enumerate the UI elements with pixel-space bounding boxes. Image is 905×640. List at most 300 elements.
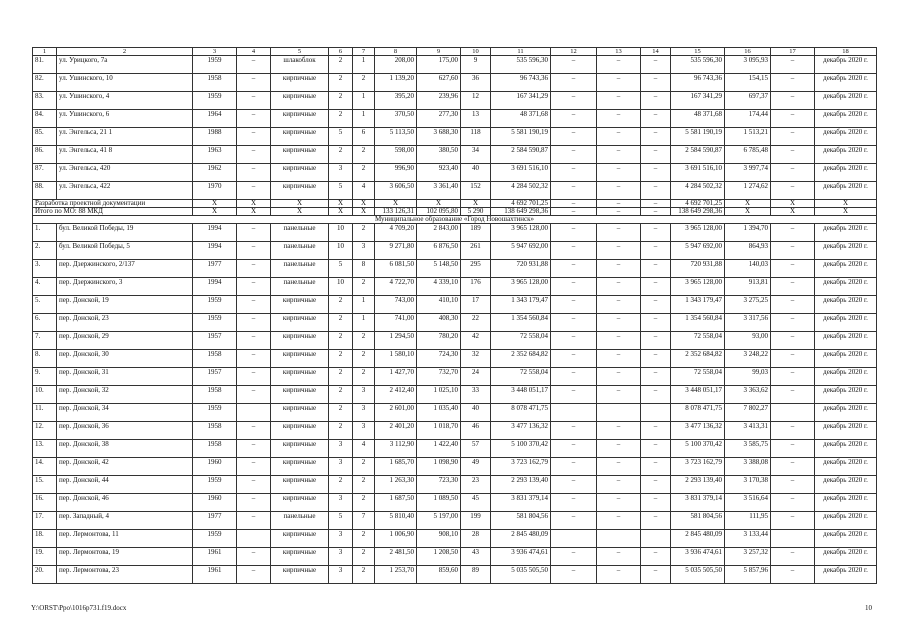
table-cell: – bbox=[597, 74, 641, 92]
table-cell: – bbox=[237, 260, 271, 278]
column-number-cell: 10 bbox=[461, 48, 491, 56]
table-cell: кирпичные bbox=[271, 332, 329, 350]
table-cell: 908,10 bbox=[417, 530, 461, 548]
table-cell: 4 709,20 bbox=[375, 224, 417, 242]
table-row bbox=[33, 440, 877, 458]
table-cell: декабрь 2020 г. bbox=[815, 314, 877, 332]
table-cell: 1994 bbox=[193, 224, 237, 242]
table-cell: – bbox=[551, 368, 597, 386]
table-cell: – bbox=[641, 368, 671, 386]
table-row bbox=[33, 512, 877, 530]
table-cell: кирпичные bbox=[271, 350, 329, 368]
table-cell: 239,96 bbox=[417, 92, 461, 110]
table-cell: декабрь 2020 г. bbox=[815, 494, 877, 512]
table-cell: 3 965 128,00 bbox=[491, 224, 551, 242]
table-cell: 72 558,04 bbox=[671, 332, 725, 350]
table-cell: 3 bbox=[353, 422, 375, 440]
table-cell: – bbox=[641, 548, 671, 566]
total-cost: 138 649 298,36 bbox=[491, 208, 551, 216]
table-cell: – bbox=[771, 422, 815, 440]
table-cell: – bbox=[641, 146, 671, 164]
table-cell: декабрь 2020 г. bbox=[815, 512, 877, 530]
table-cell: 2 bbox=[329, 350, 353, 368]
table-cell: 72 558,04 bbox=[671, 368, 725, 386]
table-cell: – bbox=[597, 92, 641, 110]
table-cell: – bbox=[551, 332, 597, 350]
table-cell: 1960 bbox=[193, 494, 237, 512]
table-cell: – bbox=[771, 512, 815, 530]
table-cell: 5 bbox=[329, 182, 353, 200]
table-cell: 2 bbox=[353, 530, 375, 548]
table-cell: 2 845 480,09 bbox=[491, 530, 551, 548]
table-cell: – bbox=[597, 368, 641, 386]
table-cell: 864,93 bbox=[725, 242, 771, 260]
table-cell: – bbox=[237, 128, 271, 146]
table-cell: декабрь 2020 г. bbox=[815, 368, 877, 386]
table-row bbox=[33, 92, 877, 110]
table-cell: – bbox=[641, 332, 671, 350]
table-cell: 859,60 bbox=[417, 566, 461, 584]
table-cell: 1994 bbox=[193, 278, 237, 296]
column-number-cell: 18 bbox=[815, 48, 877, 56]
table-cell: 2 401,20 bbox=[375, 422, 417, 440]
table-cell: – bbox=[237, 110, 271, 128]
table-cell: 1 bbox=[353, 56, 375, 74]
table-cell: кирпичные bbox=[271, 128, 329, 146]
table-cell: 13. bbox=[33, 440, 57, 458]
table-cell: – bbox=[641, 56, 671, 74]
table-cell: кирпичные bbox=[271, 476, 329, 494]
table-cell: 4 bbox=[353, 182, 375, 200]
footer-file-path: Y:\ORST\Ppo\1016p731.f19.docx bbox=[31, 604, 127, 612]
table-cell: 40 bbox=[461, 164, 491, 182]
table-cell: 581 804,56 bbox=[671, 512, 725, 530]
x-mark: X bbox=[193, 208, 237, 216]
table-cell: 3 bbox=[329, 440, 353, 458]
table-cell: 5 035 505,50 bbox=[671, 566, 725, 584]
table-row bbox=[33, 182, 877, 200]
table-cell: 1 025,10 bbox=[417, 386, 461, 404]
table-cell: кирпичные bbox=[271, 404, 329, 422]
table-cell: 9 bbox=[461, 56, 491, 74]
table-cell: – bbox=[641, 440, 671, 458]
table-cell: кирпичные bbox=[271, 458, 329, 476]
table-cell: 1957 bbox=[193, 368, 237, 386]
table-cell: 3 965 128,00 bbox=[671, 224, 725, 242]
table-cell: 3 448 051,17 bbox=[671, 386, 725, 404]
table-cell: 2 bbox=[329, 296, 353, 314]
table-cell: 12. bbox=[33, 422, 57, 440]
table-row bbox=[33, 476, 877, 494]
table-cell: 72 558,04 bbox=[491, 368, 551, 386]
x-mark: X bbox=[237, 208, 271, 216]
table-cell: – bbox=[641, 224, 671, 242]
table-cell: – bbox=[771, 110, 815, 128]
table-cell: 5 bbox=[329, 128, 353, 146]
table-cell: 1 bbox=[353, 296, 375, 314]
table-cell: 4 284 502,32 bbox=[671, 182, 725, 200]
column-number-cell: 17 bbox=[771, 48, 815, 56]
table-cell: 8. bbox=[33, 350, 57, 368]
column-number-cell: 9 bbox=[417, 48, 461, 56]
table-cell: 140,03 bbox=[725, 260, 771, 278]
x-mark: X bbox=[271, 208, 329, 216]
table-cell: 295 bbox=[461, 260, 491, 278]
table-cell: 1959 bbox=[193, 530, 237, 548]
table-cell: 111,95 bbox=[725, 512, 771, 530]
design-docs-label: Разработка проектной документации bbox=[33, 200, 193, 208]
table-cell bbox=[597, 404, 641, 422]
table-cell: 152 bbox=[461, 182, 491, 200]
table-cell: – bbox=[237, 548, 271, 566]
table-cell: – bbox=[551, 350, 597, 368]
x-mark: X bbox=[329, 208, 353, 216]
table-cell: 19. bbox=[33, 548, 57, 566]
table-cell: 14. bbox=[33, 458, 57, 476]
table-cell: – bbox=[237, 368, 271, 386]
table-cell: – bbox=[597, 566, 641, 584]
table-row bbox=[33, 242, 877, 260]
table-cell: декабрь 2020 г. bbox=[815, 224, 877, 242]
table-cell: 72 558,04 bbox=[491, 332, 551, 350]
table-cell bbox=[641, 404, 671, 422]
table-cell: декабрь 2020 г. bbox=[815, 422, 877, 440]
table-cell: – bbox=[641, 110, 671, 128]
table-cell: 3 997,74 bbox=[725, 164, 771, 182]
table-cell: – bbox=[641, 494, 671, 512]
table-cell: панельные bbox=[271, 224, 329, 242]
table-cell: – bbox=[237, 350, 271, 368]
column-number-cell: 3 bbox=[193, 48, 237, 56]
table-cell: 3 133,44 bbox=[725, 530, 771, 548]
table-cell: декабрь 2020 г. bbox=[815, 92, 877, 110]
table-cell: – bbox=[771, 350, 815, 368]
x-mark: X bbox=[353, 200, 375, 208]
table-cell: – bbox=[597, 56, 641, 74]
table-cell: шлакоблок bbox=[271, 56, 329, 74]
table-cell: 581 804,56 bbox=[491, 512, 551, 530]
table-cell: декабрь 2020 г. bbox=[815, 74, 877, 92]
table-cell: 3 bbox=[329, 494, 353, 512]
table-cell: 4 339,10 bbox=[417, 278, 461, 296]
table-cell: 1988 bbox=[193, 128, 237, 146]
table-cell: декабрь 2020 г. bbox=[815, 164, 877, 182]
table-cell: – bbox=[597, 458, 641, 476]
table-cell: декабрь 2020 г. bbox=[815, 332, 877, 350]
table-cell: – bbox=[771, 368, 815, 386]
table-cell: 1 274,62 bbox=[725, 182, 771, 200]
table-cell: 2 bbox=[329, 476, 353, 494]
table-row bbox=[33, 164, 877, 182]
table-cell: 5 148,50 bbox=[417, 260, 461, 278]
table-cell: 3 965 128,00 bbox=[671, 278, 725, 296]
x-mark: X bbox=[237, 200, 271, 208]
table-cell: 1994 bbox=[193, 242, 237, 260]
table-cell: кирпичные bbox=[271, 314, 329, 332]
table-cell: пер. Донской, 46 bbox=[57, 494, 193, 512]
table-cell: 3 831 379,14 bbox=[491, 494, 551, 512]
table-cell: – bbox=[597, 440, 641, 458]
table-cell: декабрь 2020 г. bbox=[815, 242, 877, 260]
table-cell: 7. bbox=[33, 332, 57, 350]
table-cell: 3 257,32 bbox=[725, 548, 771, 566]
table-cell: декабрь 2020 г. bbox=[815, 110, 877, 128]
table-cell: – bbox=[641, 74, 671, 92]
table-cell: – bbox=[237, 296, 271, 314]
table-row bbox=[33, 278, 877, 296]
table-cell: – bbox=[551, 494, 597, 512]
table-cell: – bbox=[641, 182, 671, 200]
table-row bbox=[33, 404, 877, 422]
table-cell: 1 513,21 bbox=[725, 128, 771, 146]
table-cell: 1 bbox=[353, 110, 375, 128]
table-cell: 85. bbox=[33, 128, 57, 146]
table-cell: 6 081,50 bbox=[375, 260, 417, 278]
table-cell: пер. Донской, 42 bbox=[57, 458, 193, 476]
column-number-cell: 7 bbox=[353, 48, 375, 56]
table-cell: 1 427,70 bbox=[375, 368, 417, 386]
table-cell: 3 248,22 bbox=[725, 350, 771, 368]
table-cell: 10 bbox=[329, 278, 353, 296]
table-cell: 3 965 128,00 bbox=[491, 278, 551, 296]
table-cell: – bbox=[597, 242, 641, 260]
table-cell: 3 936 474,61 bbox=[671, 548, 725, 566]
table-cell: 36 bbox=[461, 74, 491, 92]
table-cell: – bbox=[237, 332, 271, 350]
table-cell: 3 477 136,32 bbox=[671, 422, 725, 440]
table-cell: 96 743,36 bbox=[671, 74, 725, 92]
column-number-row bbox=[33, 48, 877, 56]
table-cell: пер. Донской, 38 bbox=[57, 440, 193, 458]
table-cell: ул. Ушинского, 10 bbox=[57, 74, 193, 92]
table-cell: декабрь 2020 г. bbox=[815, 56, 877, 74]
x-mark: X bbox=[329, 200, 353, 208]
table-cell: кирпичные bbox=[271, 566, 329, 584]
table-cell: кирпичные bbox=[271, 110, 329, 128]
table-cell: 5 581 190,19 bbox=[491, 128, 551, 146]
table-cell: кирпичные bbox=[271, 146, 329, 164]
column-number-cell: 11 bbox=[491, 48, 551, 56]
table-cell: 1 253,70 bbox=[375, 566, 417, 584]
table-cell: 743,00 bbox=[375, 296, 417, 314]
table-cell: – bbox=[597, 422, 641, 440]
table-cell: декабрь 2020 г. bbox=[815, 476, 877, 494]
table-cell: декабрь 2020 г. bbox=[815, 566, 877, 584]
table-cell: 3 723 162,79 bbox=[671, 458, 725, 476]
table-cell: – bbox=[641, 350, 671, 368]
table-cell: 6. bbox=[33, 314, 57, 332]
table-cell: 1960 bbox=[193, 458, 237, 476]
table-cell: – bbox=[237, 146, 271, 164]
table-cell: пер. Лермонтова, 19 bbox=[57, 548, 193, 566]
table-cell: – bbox=[551, 74, 597, 92]
table-cell: 3 388,08 bbox=[725, 458, 771, 476]
table-row bbox=[33, 146, 877, 164]
table-cell: 175,00 bbox=[417, 56, 461, 74]
table-row bbox=[33, 56, 877, 74]
table-cell: 1959 bbox=[193, 92, 237, 110]
table-cell: 720 931,88 bbox=[491, 260, 551, 278]
table-cell: ул. Урицкого, 7а bbox=[57, 56, 193, 74]
table-cell: 49 bbox=[461, 458, 491, 476]
table-cell: – bbox=[641, 476, 671, 494]
table-cell: 2 bbox=[329, 332, 353, 350]
table-cell: – bbox=[237, 242, 271, 260]
table-cell: 2 bbox=[329, 56, 353, 74]
table-cell: 7 bbox=[353, 512, 375, 530]
table-row bbox=[33, 260, 877, 278]
table-cell: – bbox=[551, 476, 597, 494]
table-cell: 1959 bbox=[193, 314, 237, 332]
table-row bbox=[33, 368, 877, 386]
table-cell: 24 bbox=[461, 368, 491, 386]
document-table-wrapper bbox=[32, 47, 876, 584]
table-row bbox=[33, 224, 877, 242]
table-cell: 1 343 179,47 bbox=[491, 296, 551, 314]
table-cell: – bbox=[237, 164, 271, 182]
table-cell: – bbox=[641, 242, 671, 260]
table-cell: кирпичные bbox=[271, 164, 329, 182]
table-cell: 1. bbox=[33, 224, 57, 242]
table-cell: 2 bbox=[329, 92, 353, 110]
table-cell: 5. bbox=[33, 296, 57, 314]
table-row bbox=[33, 332, 877, 350]
table-cell: кирпичные bbox=[271, 182, 329, 200]
table-row bbox=[33, 458, 877, 476]
column-number-cell: 8 bbox=[375, 48, 417, 56]
table-cell: 5 857,96 bbox=[725, 566, 771, 584]
table-cell: бул. Великой Победы, 5 bbox=[57, 242, 193, 260]
table-cell: ул. Энгельса, 41 8 bbox=[57, 146, 193, 164]
table-cell: – bbox=[551, 242, 597, 260]
capital-repair-table bbox=[32, 47, 877, 584]
table-cell: 83. bbox=[33, 92, 57, 110]
table-cell: 5 100 370,42 bbox=[491, 440, 551, 458]
table-cell: – bbox=[597, 512, 641, 530]
table-cell: – bbox=[551, 110, 597, 128]
table-cell: декабрь 2020 г. bbox=[815, 146, 877, 164]
table-cell: 4 284 502,32 bbox=[491, 182, 551, 200]
table-cell: декабрь 2020 г. bbox=[815, 128, 877, 146]
table-cell: 2 bbox=[329, 314, 353, 332]
table-cell: – bbox=[641, 128, 671, 146]
table-cell: 15. bbox=[33, 476, 57, 494]
table-cell: 3 691 516,10 bbox=[671, 164, 725, 182]
table-cell: 16. bbox=[33, 494, 57, 512]
table-cell: 4 722,70 bbox=[375, 278, 417, 296]
table-cell: 780,20 bbox=[417, 332, 461, 350]
table-cell: 3 bbox=[329, 458, 353, 476]
x-mark: X bbox=[815, 200, 877, 208]
table-row bbox=[33, 110, 877, 128]
table-cell: декабрь 2020 г. bbox=[815, 386, 877, 404]
table-cell: 17. bbox=[33, 512, 57, 530]
table-cell: 84. bbox=[33, 110, 57, 128]
table-cell: – bbox=[641, 296, 671, 314]
table-cell: 261 bbox=[461, 242, 491, 260]
table-cell: 3 bbox=[353, 404, 375, 422]
table-cell: 5 947 692,00 bbox=[671, 242, 725, 260]
table-cell: 1961 bbox=[193, 566, 237, 584]
table-cell: декабрь 2020 г. bbox=[815, 548, 877, 566]
table-cell: 1 bbox=[353, 92, 375, 110]
table-row bbox=[33, 314, 877, 332]
table-cell: 2 843,00 bbox=[417, 224, 461, 242]
table-cell: 5 bbox=[329, 512, 353, 530]
table-cell: 408,30 bbox=[417, 314, 461, 332]
table-cell: 5 035 505,50 bbox=[491, 566, 551, 584]
table-cell: 697,37 bbox=[725, 92, 771, 110]
table-cell: пер. Дзержинского, 3 bbox=[57, 278, 193, 296]
table-cell: – bbox=[771, 548, 815, 566]
table-cell: – bbox=[551, 386, 597, 404]
table-cell: 23 bbox=[461, 476, 491, 494]
table-cell: – bbox=[771, 440, 815, 458]
table-cell: 3 bbox=[329, 530, 353, 548]
table-cell: пер. Донской, 36 bbox=[57, 422, 193, 440]
column-number-cell: 4 bbox=[237, 48, 271, 56]
table-cell bbox=[771, 530, 815, 548]
table-cell: 1977 bbox=[193, 260, 237, 278]
table-row bbox=[33, 386, 877, 404]
table-cell: 395,20 bbox=[375, 92, 417, 110]
table-cell: 3 112,90 bbox=[375, 440, 417, 458]
table-cell: 22 bbox=[461, 314, 491, 332]
table-cell: – bbox=[237, 74, 271, 92]
table-cell: 2 bbox=[353, 74, 375, 92]
table-cell: 5 810,40 bbox=[375, 512, 417, 530]
table-cell: – bbox=[771, 260, 815, 278]
table-cell: 3 585,75 bbox=[725, 440, 771, 458]
table-cell bbox=[771, 404, 815, 422]
table-cell: – bbox=[551, 56, 597, 74]
table-cell: 40 bbox=[461, 404, 491, 422]
table-cell: 913,81 bbox=[725, 278, 771, 296]
table-cell: 82. bbox=[33, 74, 57, 92]
table-cell: – bbox=[597, 350, 641, 368]
table-cell: – bbox=[237, 278, 271, 296]
table-cell: 10 bbox=[329, 224, 353, 242]
column-number-cell: 13 bbox=[597, 48, 641, 56]
table-cell: – bbox=[771, 224, 815, 242]
table-cell: 4 bbox=[353, 440, 375, 458]
table-cell: 5 100 370,42 bbox=[671, 440, 725, 458]
table-cell bbox=[551, 530, 597, 548]
table-cell: 277,30 bbox=[417, 110, 461, 128]
x-mark: X bbox=[771, 200, 815, 208]
table-cell: 2 352 684,82 bbox=[671, 350, 725, 368]
table-cell: кирпичные bbox=[271, 386, 329, 404]
table-cell: 996,90 bbox=[375, 164, 417, 182]
table-cell: – bbox=[771, 242, 815, 260]
table-cell: пер. Донской, 44 bbox=[57, 476, 193, 494]
table-cell: 1 580,10 bbox=[375, 350, 417, 368]
table-cell: 46 bbox=[461, 422, 491, 440]
table-cell: 3 477 136,32 bbox=[491, 422, 551, 440]
table-cell: 88. bbox=[33, 182, 57, 200]
table-cell: декабрь 2020 г. bbox=[815, 440, 877, 458]
table-cell: – bbox=[551, 224, 597, 242]
table-cell: – bbox=[597, 314, 641, 332]
table-cell: – bbox=[771, 458, 815, 476]
table-cell: 2 bbox=[329, 422, 353, 440]
table-cell: 1 018,70 bbox=[417, 422, 461, 440]
table-cell bbox=[237, 404, 271, 422]
table-cell: – bbox=[237, 386, 271, 404]
table-cell: 6 bbox=[353, 128, 375, 146]
table-cell: – bbox=[771, 314, 815, 332]
design-docs-row bbox=[33, 200, 877, 208]
